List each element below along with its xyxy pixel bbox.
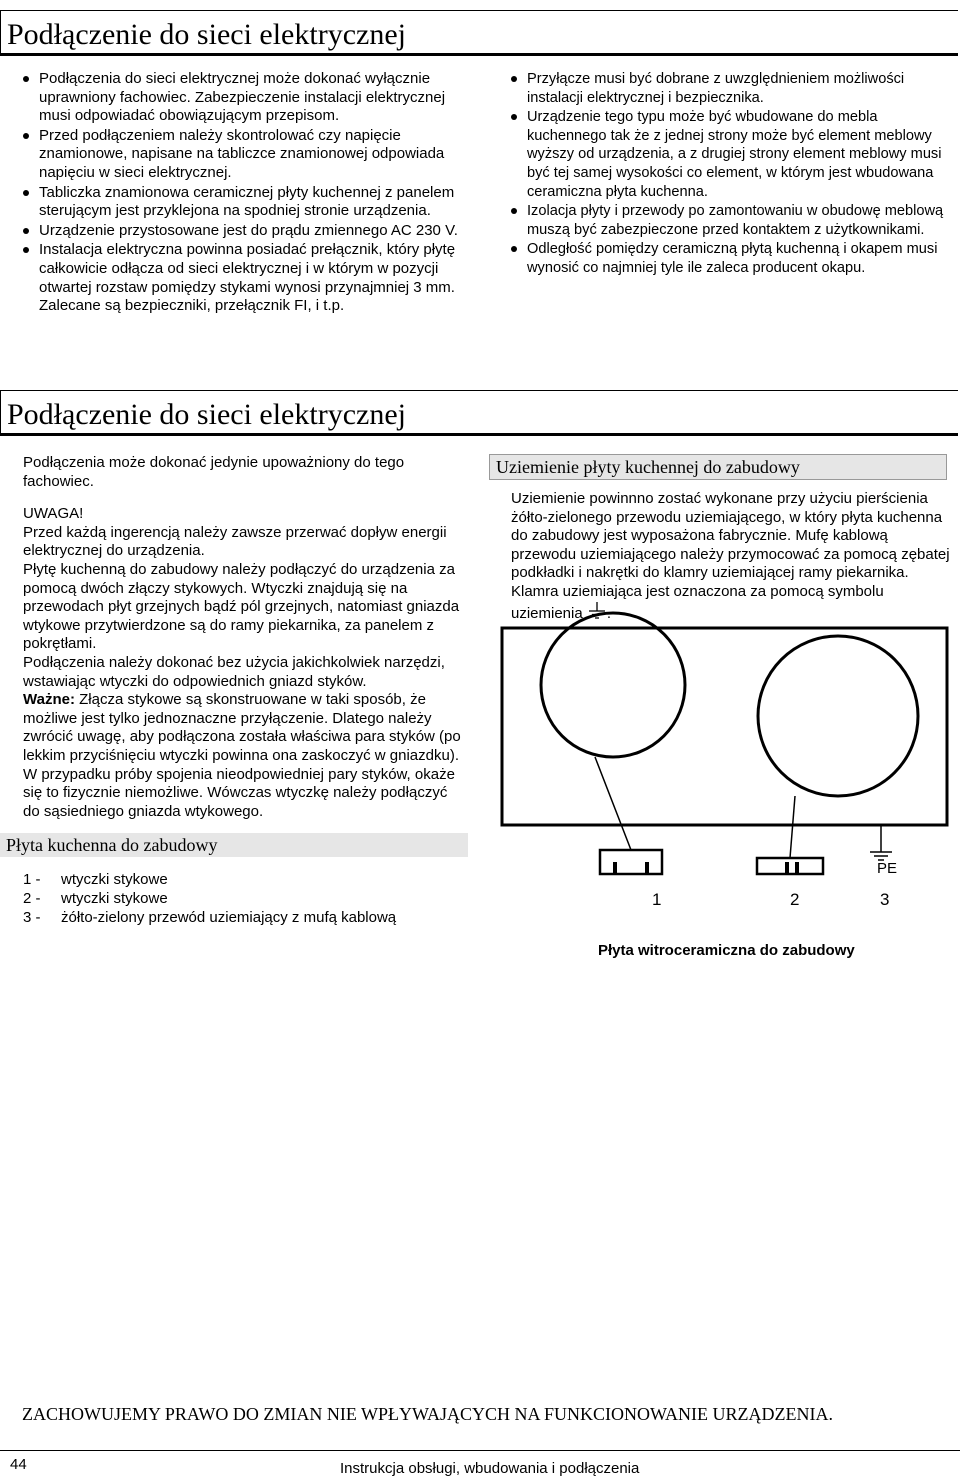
important-label: Ważne: xyxy=(23,691,75,709)
important-text: Złącza stykowe są skonstruowane w taki sposób, że możliwe jest tylko jednoznaczne przyłączenie. Dlatego należy zwrócić uwagę, aby podłączona została właściwa para styków (po lekkim przyciśnięciu wtyczki powinna ona zaskoczyć w gniazdku). W przypadku próby spojenia nieodpowiedniej pary styków, okaże się to fizycznie niemożliwe. Wówczas wtyczkę należy podłączyć do sąsiedniego gniazda wtykowego. xyxy=(23,691,461,820)
change-notice: ZACHOWUJEMY PRAWO DO ZMIAN NIE WPŁYWAJĄCYCH NA FUNKCIONOWANIE URZĄDZENIA. xyxy=(22,1404,834,1424)
bullet-item: Odległość pomiędzy ceramiczną płytą kuchenną i okapem musi wynosić co najmniej tyle ile zaleca producent okapu. xyxy=(527,240,947,277)
paragraph-important xyxy=(23,691,463,821)
contact-plug-1 xyxy=(600,850,662,874)
bullet-item: Podłączenia do sieci elektrycznej może dokonać wyłącznie uprawniony fachowiec. Zabezpieczenie instalacji elektrycznej musi odpowiadać obowiązującym przepisom. xyxy=(39,70,459,126)
bullet-icon xyxy=(23,228,29,234)
pe-label: PE xyxy=(877,860,898,877)
bullet-item: Izolacja płyty i przewody po zamontowaniu w obudowę meblową muszą być zabezpieczone przed kontaktem z użytkownikami. xyxy=(527,202,947,239)
warning-label: UWAGA! xyxy=(23,505,84,523)
bullet-icon xyxy=(511,208,517,214)
title-underline xyxy=(1,53,958,56)
legend xyxy=(23,870,463,927)
section1-title: Podłączenie do sieci elektrycznej xyxy=(7,18,406,51)
grounding-text: Uziemienie powinnno zostać wykonane przy użyciu pierścienia żółto-zielonego przewodu uziemiającego, w który płyta kuchenna do zabudowy jest wyposażona fabrycznie. Mufę kablową przewodu uziemiającego należy przymocować za pomocą zębatej podkładki i nakrętki do klamry uziemiającej ramy piekarnika. Klamra uziemiająca jest oznaczona za pomocą symbolu uziemienia . xyxy=(511,490,950,622)
section2-left-column xyxy=(23,454,463,821)
bullet-icon xyxy=(23,133,29,139)
bullet-item: Tabliczka znamionowa ceramicznej płyty kuchennej z panelem sterującym jest przyklejona na spodniej stronie urządzenia. xyxy=(39,184,459,221)
plug-pin xyxy=(785,862,789,874)
bullet-item: Przed podłączeniem należy skontrolować czy napięcie znamionowe, napisane na tabliczce znamionowej odpowiada napięciu w sieci elektrycznej. xyxy=(39,127,459,183)
earth-ground-icon xyxy=(587,602,607,620)
diagram-caption: Płyta witroceramiczna do zabudowy xyxy=(598,942,855,959)
bullet-icon xyxy=(511,246,517,252)
contact-plug-2 xyxy=(757,858,823,874)
cooking-zone-right xyxy=(758,636,918,796)
section1-right-column xyxy=(527,70,947,279)
intro-text: Podłączenia może dokonać jedynie upoważniony do tego fachowiec. xyxy=(23,454,405,490)
bullet-icon xyxy=(23,247,29,253)
wire-2 xyxy=(790,796,795,858)
bullet-item: Instalacja elektryczna powinna posiadać prełącznik, który płytę całkowicie odłącza od sieci elektrycznej i w którym w pozycji otwartej rozstaw pomiędzy stykami wynosi przynajmniej 3 mm. Zalecane są bezpieczniki, przełącznik FI, i t.p. xyxy=(39,241,459,315)
page-number: 44 xyxy=(10,1456,27,1473)
grounding-subheading: Uziemienie płyty kuchennej do zabudowy xyxy=(489,454,947,480)
bullet-icon xyxy=(23,190,29,196)
builtin-subheading: Płyta kuchenna do zabudowy xyxy=(0,833,468,857)
bullet-icon xyxy=(511,114,517,120)
bullet-icon xyxy=(511,76,517,82)
legend-row: 3 - żółto-zielony przewód uziemiający z mufą kablową xyxy=(23,909,397,926)
plug-pin xyxy=(645,862,649,874)
diagram-label-3: 3 xyxy=(880,890,890,909)
bullet-item: Urządzenie przystosowane jest do prądu zmiennego AC 230 V. xyxy=(39,222,459,241)
hob-outline xyxy=(502,628,947,825)
legend-row: 2 - wtyczki stykowe xyxy=(23,890,168,907)
bullet-item: Urządzenie tego typu może być wbudowane do mebla kuchennego tak że z jednej strony może być element meblowy wyższy od urządzenia, a z drugiej strony element meblowy musi być tej samej wysokości co element, w którym jest wbudowana ceramiczna płyta kuchenna. xyxy=(527,108,947,201)
bullet-icon xyxy=(23,76,29,82)
footer-title: Instrukcja obsługi, wbudowania i podłączenia xyxy=(340,1460,640,1477)
wire-1 xyxy=(595,757,631,850)
section2-title-banner xyxy=(0,390,958,436)
section2-title: Podłączenie do sieci elektrycznej xyxy=(7,398,406,431)
footer-divider xyxy=(0,1450,960,1451)
warning-text: Przed każdą ingerencją należy zawsze przerwać dopływ energii elektrycznej do urządzenia. xyxy=(23,523,447,560)
paragraph-no-tools: Podłączenia należy dokonać bez użycia jakichkolwiek narzędzi, wstawiając wtyczki do odpowiednich gniazd styków. xyxy=(23,653,445,690)
paragraph-connection: Płytę kuchenną do zabudowy należy podłączyć do urządzenia za pomocą dwóch złączy stykowych. Wtyczki znajdują się na przewodach płyt grzejnych bądź pól grzejnych, natomiast gniazda wtykowe przytwierdzone są do ramy piekarnika, za panelem z pokrętłami. xyxy=(23,560,460,653)
diagram-label-2: 2 xyxy=(790,890,800,909)
cooking-zone-left xyxy=(541,613,685,757)
section1-left-column xyxy=(39,70,459,317)
diagram-label-1: 1 xyxy=(652,890,662,909)
plug-pin xyxy=(613,862,617,874)
pe-ground-icon xyxy=(870,852,892,860)
plug-pin xyxy=(795,862,799,874)
grounding-column xyxy=(511,490,951,623)
title-underline xyxy=(1,433,958,436)
section1-title-banner xyxy=(0,10,958,56)
bullet-item: Przyłącze musi być dobrane z uwzględnieniem możliwości instalacji elektrycznej i bezpiecznika. xyxy=(527,70,947,107)
legend-row: 1 - wtyczki stykowe xyxy=(23,871,168,888)
